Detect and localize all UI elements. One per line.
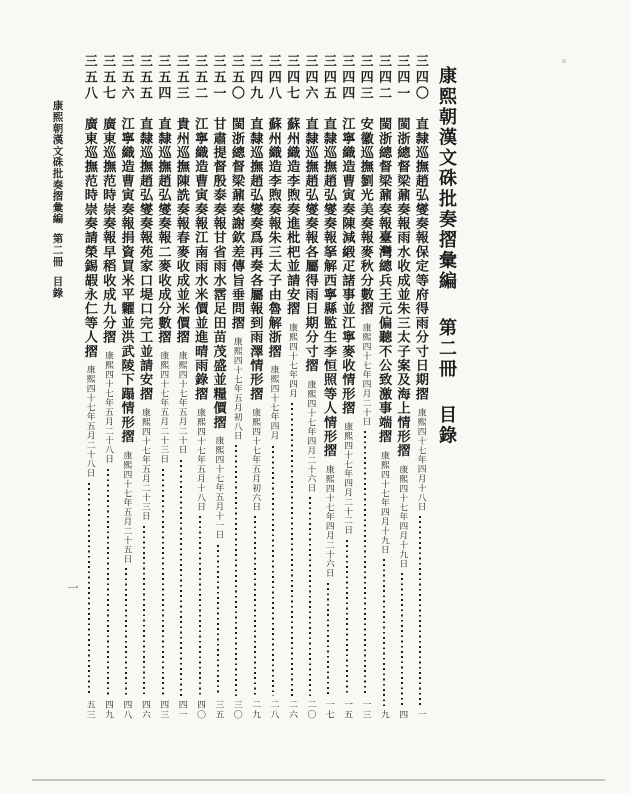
dotted-leader bbox=[254, 516, 256, 696]
entry-page-number: 三五 bbox=[213, 700, 224, 720]
margin-book-title: 康熙朝漢文硃批奏摺彙編 bbox=[51, 100, 64, 225]
dotted-leader bbox=[162, 469, 164, 696]
dotted-leader bbox=[346, 540, 348, 696]
entry-number: 三四四 bbox=[339, 54, 355, 102]
entry-title: 直隸巡撫趙弘燮奏報保定等府得雨分寸日期摺 bbox=[412, 117, 428, 401]
entry-date: 康熙四十七年四月 bbox=[286, 322, 297, 399]
entry-number: 三四三 bbox=[357, 54, 373, 102]
page-title bbox=[437, 66, 455, 466]
entry-date: 康熙四十七年四月 bbox=[268, 365, 279, 441]
entry-date: 康熙四十七年五月二十日 bbox=[176, 351, 187, 455]
dotted-leader bbox=[235, 445, 237, 696]
dotted-leader bbox=[291, 403, 293, 696]
entry-number: 三四九 bbox=[247, 54, 263, 102]
toc-entry bbox=[321, 54, 336, 720]
toc-entry bbox=[192, 54, 207, 720]
entry-number: 三四〇 bbox=[412, 54, 428, 102]
entry-number: 三四二 bbox=[376, 54, 392, 102]
dotted-leader bbox=[143, 526, 145, 697]
dotted-leader bbox=[401, 573, 403, 706]
margin-running-title bbox=[52, 100, 63, 360]
entry-title: 廣東巡撫范時崇奏請榮錫嘏永仁等人摺 bbox=[81, 117, 97, 359]
entry-title: 江寧織造曹寅奏報捐資買米平糶並洪武陵下蹋情形摺 bbox=[118, 117, 134, 444]
entry-page-number: 一七 bbox=[323, 700, 334, 720]
page-edge-line bbox=[32, 779, 605, 781]
entry-date: 康熙四十七年四月二十二日 bbox=[342, 422, 353, 536]
entry-title: 直隸巡撫趙弘燮奏報拏解西寧縣監生李恒照等人情形摺 bbox=[320, 117, 336, 458]
entry-title: 直隸巡撫趙弘燮奏報各屬得雨日期分寸摺 bbox=[302, 117, 318, 373]
entry-number: 三五三 bbox=[173, 54, 189, 102]
dotted-leader bbox=[107, 469, 109, 696]
entry-number: 三五四 bbox=[155, 54, 171, 102]
toc-entry bbox=[357, 54, 372, 720]
scan-speck bbox=[562, 59, 566, 63]
entry-number: 三四五 bbox=[320, 54, 336, 102]
margin-section-label: 目錄 bbox=[51, 276, 64, 299]
entry-number: 三五七 bbox=[100, 54, 116, 102]
entry-number: 三五〇 bbox=[228, 54, 244, 102]
book-title: 康熙朝漢文硃批奏摺彙編 bbox=[436, 66, 457, 292]
entry-title: 安徽巡撫劉光美奏報麥秋分數摺 bbox=[357, 117, 373, 316]
dotted-leader bbox=[309, 497, 311, 696]
toc-entry bbox=[82, 54, 97, 720]
entry-page-number: 五三 bbox=[84, 700, 95, 720]
volume-label: 第二冊 bbox=[436, 317, 457, 379]
entry-title: 閩浙總督梁鼐奏報臺灣總兵王元偏聽不公致激事端摺 bbox=[376, 117, 392, 444]
dotted-leader bbox=[383, 559, 385, 706]
entry-number: 三四六 bbox=[302, 54, 318, 102]
dotted-leader bbox=[272, 446, 274, 697]
entry-page-number: 一 bbox=[415, 710, 426, 720]
entry-title: 蘇州織造李煦奏報朱三太子由魯解浙摺 bbox=[265, 117, 281, 359]
entry-date: 康熙四十七年四月二十日 bbox=[360, 322, 371, 427]
dotted-leader bbox=[125, 568, 127, 696]
entry-page-number: 二八 bbox=[268, 700, 279, 720]
toc-entry bbox=[394, 54, 409, 720]
entry-page-number: 四 bbox=[397, 710, 408, 720]
entry-date: 康熙四十七年五月初八日 bbox=[231, 337, 242, 441]
toc-entry bbox=[229, 54, 244, 720]
toc-entry bbox=[413, 54, 428, 720]
entry-title: 閩浙總督梁鼐奏報雨水收成並朱三太子案及海上情形摺 bbox=[394, 117, 410, 458]
toc-entry bbox=[137, 54, 152, 720]
dotted-leader bbox=[364, 431, 366, 696]
entry-date: 康熙四十七年四月十九日 bbox=[378, 450, 389, 555]
entry-date: 康熙四十七年五月初六日 bbox=[250, 408, 261, 512]
entry-number: 三四八 bbox=[265, 54, 281, 102]
section-label: 目錄 bbox=[436, 405, 457, 446]
entry-title: 直隸巡撫趙弘燮奏報苑家口堤口完工並請安摺 bbox=[137, 117, 153, 401]
margin-volume-label: 第二冊 bbox=[51, 233, 64, 268]
dotted-leader bbox=[199, 516, 201, 696]
entry-title: 甘肅提督殷泰奏報甘省雨水霑足田苗茂盛並糧價摺 bbox=[210, 117, 226, 430]
entry-title: 廣東巡撫范時崇奏報早稻收成九分摺 bbox=[100, 117, 116, 345]
entry-number: 三五八 bbox=[81, 54, 97, 102]
entry-page-number: 四八 bbox=[121, 700, 132, 720]
dotted-leader bbox=[180, 460, 182, 697]
entry-title: 貴州巡撫陳詵奏報春麥收成並米價摺 bbox=[173, 117, 189, 345]
entry-title: 閩浙總督梁鼐奏謝欽差傳旨垂問摺 bbox=[229, 117, 244, 330]
entry-page-number: 一三 bbox=[360, 700, 371, 720]
entry-number: 三五一 bbox=[210, 54, 226, 102]
entry-date: 康熙四十七年五月二十三日 bbox=[139, 408, 150, 521]
toc-entry bbox=[284, 54, 299, 720]
toc-entry bbox=[265, 54, 280, 720]
entry-date: 康熙四十七年五月二十八日 bbox=[103, 351, 114, 465]
toc-entry bbox=[247, 54, 262, 720]
toc-entry bbox=[210, 54, 225, 720]
toc-entry bbox=[339, 54, 354, 720]
entry-date: 康熙四十七年五月二十八日 bbox=[84, 365, 95, 479]
entry-date: 康熙四十七年四月十九日 bbox=[397, 464, 408, 569]
toc-entries bbox=[79, 54, 428, 720]
dotted-leader bbox=[419, 516, 421, 706]
entry-page-number: 四一 bbox=[176, 700, 187, 720]
entry-page-number: 四〇 bbox=[195, 700, 206, 720]
entry-page-number: 四九 bbox=[103, 700, 114, 720]
entry-page-number: 二〇 bbox=[305, 700, 316, 720]
entry-date: 康熙四十七年五月二十五日 bbox=[121, 450, 132, 564]
dotted-leader bbox=[327, 583, 329, 697]
entry-number: 三五二 bbox=[192, 54, 208, 102]
toc-entry bbox=[100, 54, 115, 720]
entry-number: 三五六 bbox=[118, 54, 134, 102]
entry-date: 康熙四十七年四月二十六日 bbox=[323, 464, 334, 578]
entry-date: 康熙四十七年五月十一日 bbox=[213, 436, 224, 540]
entry-page-number: 二九 bbox=[250, 700, 261, 720]
entry-page-number: 一五 bbox=[342, 700, 353, 720]
entry-title: 直隸巡撫趙弘燮奏報二麥收成分數摺 bbox=[155, 117, 171, 345]
entry-page-number: 四三 bbox=[158, 700, 169, 720]
entry-page-number: 二六 bbox=[286, 700, 297, 720]
toc-entry bbox=[302, 54, 317, 720]
entry-date: 康熙四十七年五月二十三日 bbox=[158, 351, 169, 465]
toc-entry bbox=[118, 54, 133, 720]
dotted-leader bbox=[217, 545, 219, 697]
entry-date: 康熙四十七年四月十八日 bbox=[415, 408, 426, 512]
entry-title: 江寧織造曹寅奏陳減緞疋諸事並江寧麥收情形摺 bbox=[339, 117, 355, 416]
entry-page-number: 九 bbox=[378, 710, 389, 720]
entry-date: 康熙四十七年四月二十六日 bbox=[305, 379, 316, 493]
entry-number: 三四一 bbox=[394, 54, 410, 102]
toc-entry bbox=[174, 54, 189, 720]
entry-page-number: 四六 bbox=[139, 700, 150, 720]
toc-entry bbox=[155, 54, 170, 720]
entry-page-number: 三〇 bbox=[231, 700, 242, 720]
folio-number: 一 bbox=[66, 582, 79, 593]
entry-date: 康熙四十七年五月十八日 bbox=[195, 408, 206, 512]
dotted-leader bbox=[88, 483, 90, 696]
toc-entry bbox=[376, 54, 391, 720]
entry-number: 三四七 bbox=[284, 54, 300, 102]
entry-title: 江寧織造曹寅奏報江南雨水米價並進晴雨錄摺 bbox=[192, 117, 208, 401]
entry-title: 直隸巡撫趙弘燮奏爲再奏各屬報到雨澤情形摺 bbox=[247, 117, 263, 401]
entry-number: 三五五 bbox=[136, 54, 152, 102]
entry-title: 蘇州織造李煦奏進枇杷並請安摺 bbox=[284, 117, 300, 316]
